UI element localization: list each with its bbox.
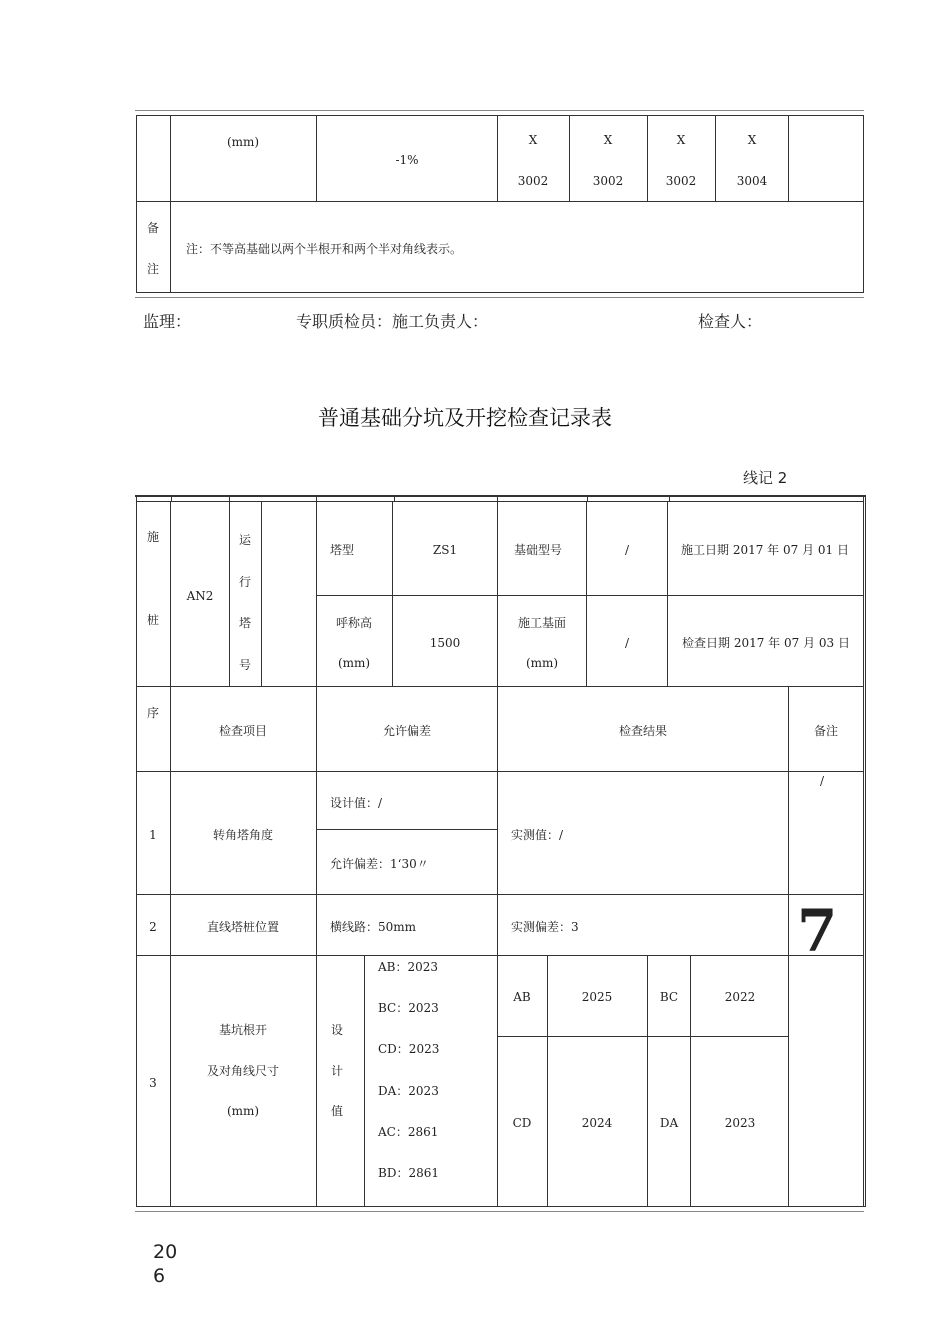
construction-date: 施工日期 2017 年 07 月 01 日 (681, 543, 849, 557)
tolerance-cell: -1% (395, 153, 419, 167)
base-face-value: / (624, 636, 630, 650)
nominal-height-value: 1500 (429, 636, 461, 650)
nominal-height-unit: (mm) (337, 656, 371, 670)
row3-measured-value: 2025 (581, 990, 613, 1004)
row3-design-label: 设 (330, 1023, 344, 1037)
result-value: 3002 (665, 174, 697, 188)
row3-design-value: CD：2023 (378, 1042, 440, 1056)
checker-label: 检查人： (698, 312, 763, 331)
row1-design: 设计值：/ (330, 796, 383, 810)
tower-type-label: 塔型 (330, 543, 355, 557)
foundation-type-value: / (624, 543, 630, 557)
inspector-lead-label: 专职质检员：施工负责人： (296, 312, 489, 331)
row3-seq: 3 (149, 1076, 157, 1090)
col-seq: 序 (146, 706, 160, 720)
row3-design-label: 计 (330, 1064, 344, 1078)
row1-remark: / (819, 774, 825, 788)
col-item: 检查项目 (218, 724, 268, 738)
unit-cell: (mm) (226, 135, 260, 149)
foundation-type-label: 基础型号 (514, 543, 563, 557)
remark-label: 备 (146, 221, 160, 235)
row3-measured-label: BC (659, 990, 679, 1004)
row2-measured: 实测偏差：3 (511, 920, 579, 934)
row3-measured-label: CD (512, 1116, 532, 1130)
result-value: 3002 (517, 174, 549, 188)
pile-label: 施 (146, 530, 160, 544)
result-mark: X (603, 133, 613, 147)
form-title: 普通基础分坑及开挖检查记录表 (318, 406, 612, 430)
col-tolerance: 允许偏差 (382, 724, 432, 738)
tower-no-label: 号 (238, 658, 252, 672)
row3-design-value: DA：2023 (378, 1084, 439, 1098)
tower-no-label: 运 (238, 533, 252, 547)
row3-measured-value: 2023 (724, 1116, 756, 1130)
row3-design-value: BD：2861 (378, 1166, 439, 1180)
row3-item: 及对角线尺寸 (206, 1064, 280, 1078)
tower-no-label: 塔 (238, 616, 252, 630)
base-face-unit: (mm) (525, 656, 559, 670)
row3-measured-value: 2022 (724, 990, 756, 1004)
row2-remark-mark: 7 (797, 897, 838, 965)
result-mark: X (528, 133, 538, 147)
row2-seq: 2 (149, 920, 157, 934)
result-mark: X (676, 133, 686, 147)
page-number-line: 20 (153, 1241, 178, 1263)
row3-measured-label: AB (513, 990, 531, 1004)
row3-design-value: AB：2023 (378, 960, 439, 974)
form-ref: 线记 2 (743, 469, 788, 487)
row3-measured-label: DA (659, 1116, 679, 1130)
check-date: 检查日期 2017 年 07 月 03 日 (682, 636, 850, 650)
nominal-height-label: 呼称高 (335, 616, 373, 630)
row3-item: (mm) (226, 1104, 260, 1118)
row3-design-value: AC：2861 (378, 1125, 439, 1139)
row3-design-label: 值 (330, 1104, 344, 1118)
row1-tolerance: 允许偏差：1‘30〃 (330, 857, 429, 871)
row3-design-value: BC：2023 (378, 1001, 439, 1015)
tower-no-label: 行 (238, 575, 252, 589)
page-number (153, 1240, 177, 1288)
row1-item: 转角塔角度 (212, 828, 274, 842)
pile-value: AN2 (186, 589, 214, 603)
col-remark: 备注 (813, 724, 839, 738)
row3-measured-value: 2024 (581, 1116, 613, 1130)
remark-label: 注 (146, 262, 160, 276)
remark-text: 注：不等高基础以两个半根开和两个半对角线表示。 (186, 242, 463, 256)
row3-item: 基坑根开 (218, 1023, 268, 1037)
row2-tolerance: 横线路：50mm (330, 920, 417, 934)
row2-item: 直线塔桩位置 (206, 920, 280, 934)
result-value: 3002 (592, 174, 624, 188)
result-value: 3004 (736, 174, 768, 188)
col-result: 检查结果 (618, 724, 668, 738)
row1-measured: 实测值：/ (511, 828, 564, 842)
result-mark: X (747, 133, 757, 147)
supervisor-label: 监理： (143, 312, 192, 331)
row1-seq: 1 (149, 828, 157, 842)
page-number-line: 6 (153, 1265, 166, 1287)
pile-label: 桩 (146, 613, 160, 627)
base-face-label: 施工基面 (517, 616, 567, 630)
tower-type-value: ZS1 (432, 543, 458, 557)
